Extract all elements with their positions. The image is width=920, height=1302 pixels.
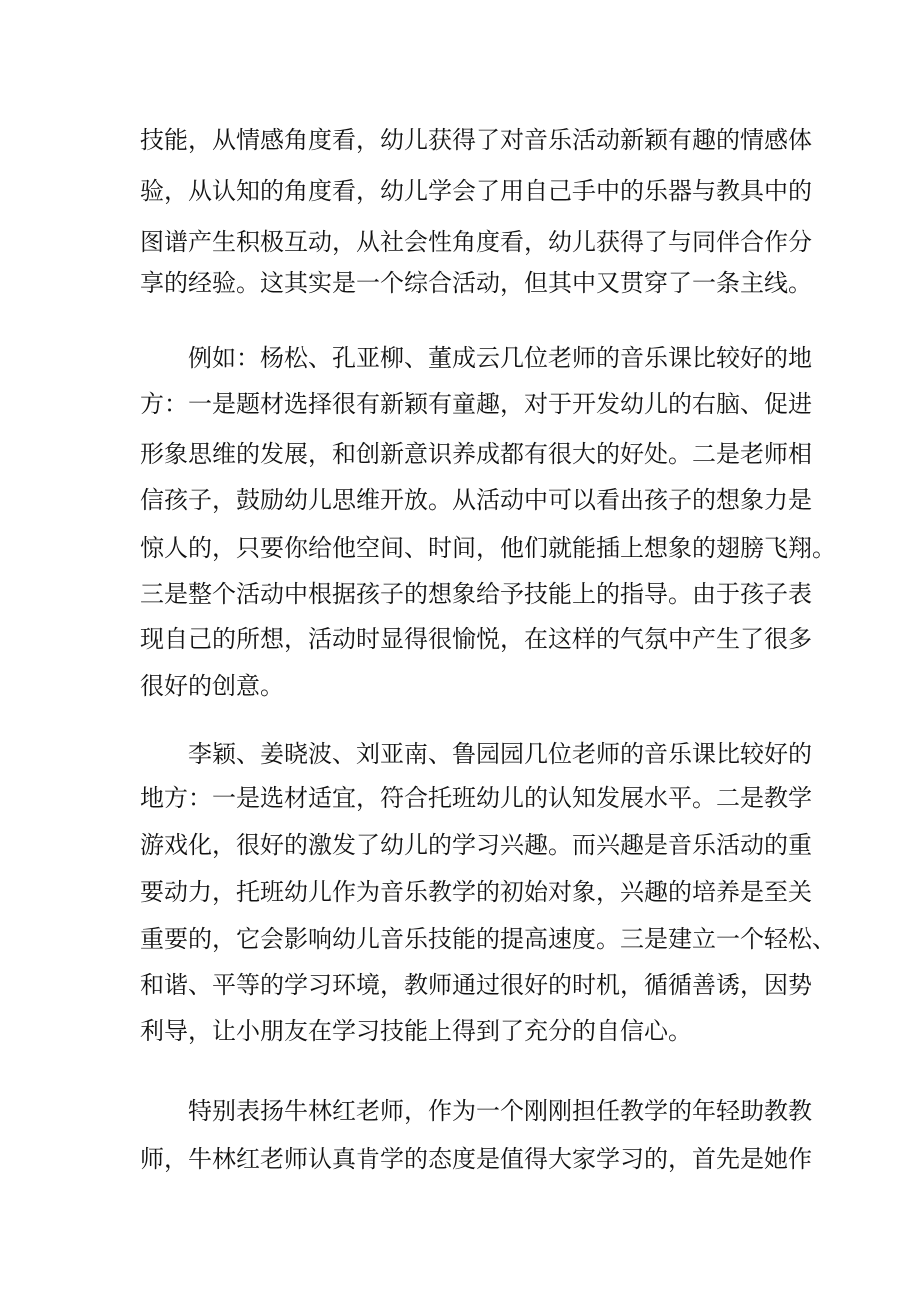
paragraph-3-line-5: 重要的，它会影响幼儿音乐技能的提高速度。三是建立一个轻松、 [140,925,836,953]
paragraph-3-line-1: 李颖、姜晓波、刘亚南、鲁园园几位老师的音乐课比较好的 [140,740,812,768]
paragraph-2-line-7: 现自己的所想，活动时显得很愉悦，在这样的气氛中产生了很多 [140,625,812,653]
paragraph-2-line-1: 例如：杨松、孔亚柳、董成云几位老师的音乐课比较好的地 [140,344,812,372]
paragraph-3-line-6: 和谐、平等的学习环境，教师通过很好的时机，循循善诱，因势 [140,971,812,999]
paragraph-2-line-4: 信孩子，鼓励幼儿思维开放。从活动中可以看出孩子的想象力是 [140,486,812,514]
paragraph-2-line-8: 很好的创意。 [140,672,284,700]
paragraph-4-line-2: 师，牛林红老师认真肯学的态度是值得大家学习的，首先是她作 [140,1145,812,1173]
paragraph-3-line-2: 地方：一是选材适宜，符合托班幼儿的认知发展水平。二是教学 [140,784,812,812]
paragraph-2-line-6: 三是整个活动中根据孩子的想象给予技能上的指导。由于孩子表 [140,580,812,608]
paragraph-3-line-7: 利导，让小朋友在学习技能上得到了充分的自信心。 [140,1017,692,1045]
paragraph-1-line-2: 验，从认知的角度看，幼儿学会了用自己手中的乐器与教具中的 [140,177,812,205]
paragraph-2-line-2: 方：一是题材选择很有新颖有童趣，对于开发幼儿的右脑、促进 [140,390,812,418]
paragraph-2-line-5: 惊人的，只要你给他空间、时间，他们就能插上想象的翅膀飞翔。 [140,534,836,562]
paragraph-1-line-3: 图谱产生积极互动，从社会性角度看，幼儿获得了与同伴合作分 [140,228,812,256]
paragraph-2-line-3: 形象思维的发展，和创新意识养成都有很大的好处。二是老师相 [140,440,812,468]
paragraph-3-line-3: 游戏化，很好的激发了幼儿的学习兴趣。而兴趣是音乐活动的重 [140,831,812,859]
paragraph-1-line-1: 技能，从情感角度看，幼儿获得了对音乐活动新颖有趣的情感体 [140,126,812,154]
paragraph-4-line-1: 特别表扬牛林红老师，作为一个刚刚担任教学的年轻助教教 [140,1097,812,1125]
paragraph-1-line-4: 享的经验。这其实是一个综合活动，但其中又贯穿了一条主线。 [140,269,812,297]
paragraph-3-line-4: 要动力，托班幼儿作为音乐教学的初始对象，兴趣的培养是至关 [140,878,812,906]
